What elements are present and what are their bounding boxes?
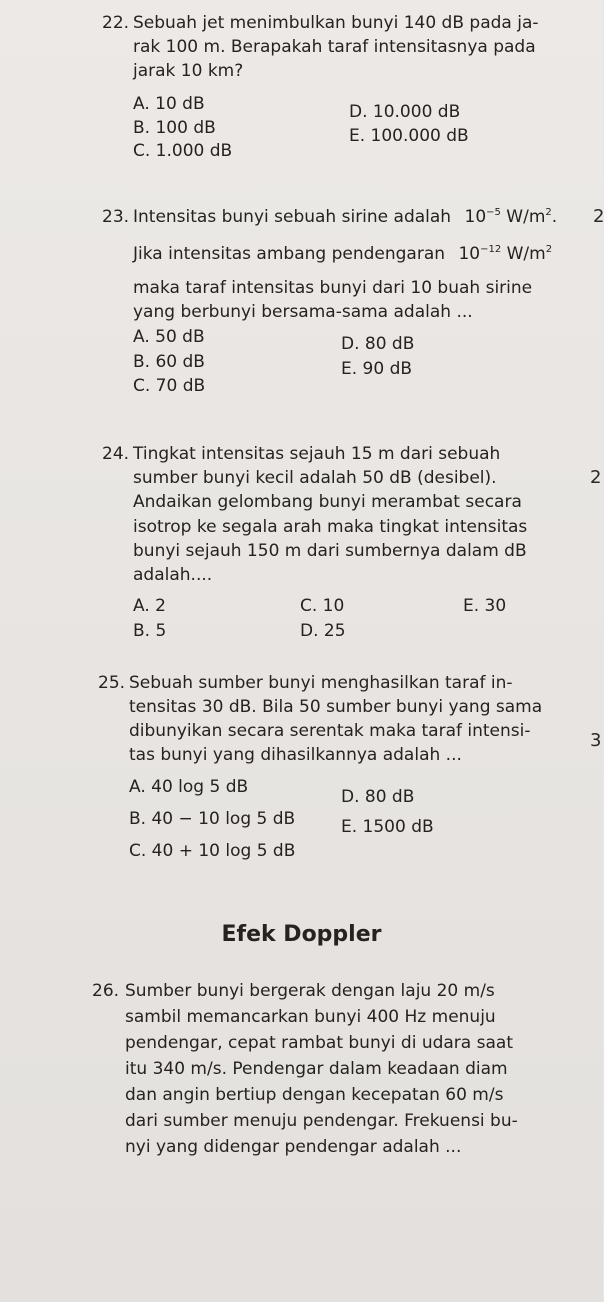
option-d: D. 25	[300, 621, 346, 641]
question-text-line: rak 100 m. Berapakah taraf intensitasnya pada	[133, 37, 536, 57]
question-text-line: Tingkat intensitas sejauh 15 m dari sebuah	[133, 444, 501, 464]
question-text: Jika intensitas ambang pendengaran	[133, 244, 446, 264]
option-e: E. 30	[463, 596, 507, 616]
question-number: 26.	[92, 981, 120, 1001]
question-text-line: tas bunyi yang dihasilkannya adalah ...	[129, 745, 462, 765]
question-text-line: isotrop ke segala arah maka tingkat intensitas	[133, 517, 528, 537]
option-b: B. 100 dB	[133, 118, 216, 138]
question-number: 22.	[102, 13, 130, 33]
question-text-line: yang berbunyi bersama-sama adalah ...	[133, 302, 473, 322]
margin-mark: 2	[593, 206, 604, 227]
question-text-line: bunyi sejauh 150 m dari sumbernya dalam dB	[133, 541, 527, 561]
option-b: B. 40 − 10 log 5 dB	[129, 809, 296, 829]
section-heading: Efek Doppler	[221, 922, 382, 947]
question-text: Intensitas bunyi sebuah sirine adalah	[133, 207, 452, 227]
option-e: E. 90 dB	[341, 359, 413, 379]
intensity-value: $10^{-5}$ $W/m^2$.	[464, 207, 558, 227]
question-text-line: pendengar, cepat rambat bunyi di udara saat	[125, 1033, 513, 1053]
option-d: D. 10.000 dB	[349, 102, 461, 122]
option-a: A. 40 log 5 dB	[129, 777, 249, 797]
option-e: E. 100.000 dB	[349, 126, 469, 146]
option-c: C. 1.000 dB	[133, 141, 233, 161]
option-d: D. 80 dB	[341, 787, 415, 807]
question-text-line: dari sumber menuju pendengar. Frekuensi bu-	[125, 1111, 518, 1131]
question-number: 24.	[102, 444, 130, 464]
question-text-line: Sebuah jet menimbulkan bunyi 140 dB pada ja-	[133, 13, 539, 33]
option-a: A. 10 dB	[133, 94, 205, 114]
question-text-line: nyi yang didengar pendengar adalah ...	[125, 1137, 462, 1157]
option-e: E. 1500 dB	[341, 817, 434, 837]
question-text-line: maka taraf intensitas bunyi dari 10 buah sirine	[133, 278, 533, 298]
question-text-line: dan angin bertiup dengan kecepatan 60 m/s	[125, 1085, 504, 1105]
question-text-line: adalah....	[133, 565, 213, 585]
question-text-line: sumber bunyi kecil adalah 50 dB (desibel).	[133, 468, 497, 488]
option-c: C. 40 + 10 log 5 dB	[129, 841, 296, 861]
question-text-line: tensitas 30 dB. Bila 50 sumber bunyi yang sama	[129, 697, 543, 717]
question-text-line	[133, 243, 552, 265]
question-text-line: dibunyikan secara serentak maka taraf intensi-	[129, 721, 531, 741]
option-d: D. 80 dB	[341, 334, 415, 354]
question-text-line: itu 340 m/s. Pendengar dalam keadaan diam	[125, 1059, 508, 1079]
question-number: 25.	[98, 673, 126, 693]
question-number: 23.	[102, 207, 130, 227]
question-text-line: Andaikan gelombang bunyi merambat secara	[133, 492, 522, 512]
question-text-line	[133, 206, 557, 228]
question-text-line: jarak 10 km?	[133, 61, 244, 81]
option-c: C. 10	[300, 596, 345, 616]
margin-mark: 2	[590, 467, 602, 488]
option-a: A. 2	[133, 596, 166, 616]
option-c: C. 70 dB	[133, 376, 206, 396]
option-a: A. 50 dB	[133, 327, 205, 347]
question-text-line: sambil memancarkan bunyi 400 Hz menuju	[125, 1007, 496, 1027]
question-text-line: Sumber bunyi bergerak dengan laju 20 m/s	[125, 981, 495, 1001]
option-b: B. 5	[133, 621, 167, 641]
question-text-line: Sebuah sumber bunyi menghasilkan taraf in-	[129, 673, 513, 693]
threshold-value: $10^{-12}$ $W/m^2$	[458, 244, 553, 264]
option-b: B. 60 dB	[133, 352, 205, 372]
margin-mark: 3	[590, 730, 602, 751]
